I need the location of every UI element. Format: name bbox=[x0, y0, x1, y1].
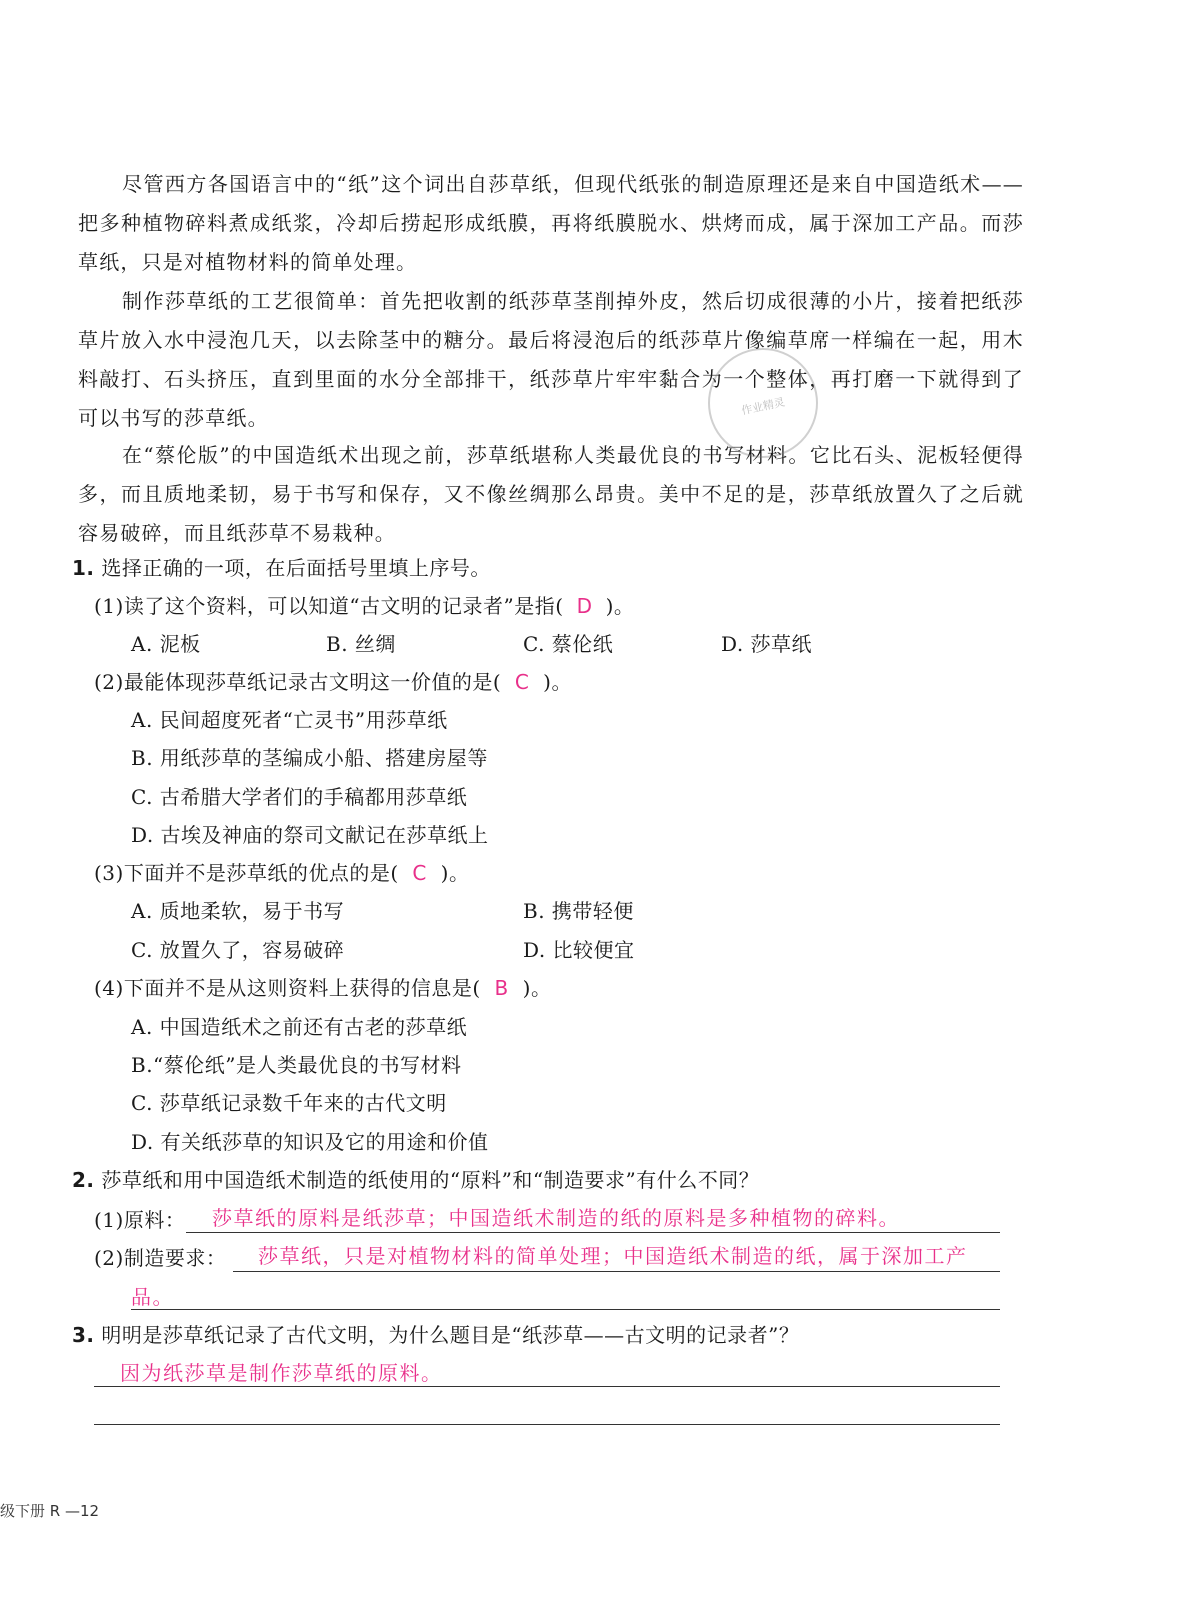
question-1-number: 1. bbox=[72, 556, 95, 580]
option-3b: B. 携带轻便 bbox=[523, 899, 634, 923]
sub-4-suffix: )。 bbox=[522, 976, 552, 1000]
q3-answer: 因为纸莎草是制作莎草纸的原料。 bbox=[120, 1361, 443, 1385]
sub-1-prefix: (1)读了这个资料，可以知道“古文明的记录者”是指( bbox=[94, 594, 564, 618]
answer-line-3-1 bbox=[94, 1386, 1000, 1387]
passage-paragraph-1: 尽管西方各国语言中的“纸”这个词出自莎草纸，但现代纸张的制造原理还是来自中国造纸术——把多种植物碎料煮成纸浆，冷却后捞起形成纸膜，再将纸膜脱水、烘烤而成，属于深加工产品。而莎草纸，只是对植物材料的简单处理。 bbox=[78, 172, 1024, 274]
answer-line-3-2 bbox=[94, 1424, 1000, 1425]
sub-4-prefix: (4)下面并不是从这则资料上获得的信息是( bbox=[94, 976, 481, 1000]
option-1a: A. 泥板 bbox=[131, 632, 201, 656]
answer-line-2-2 bbox=[233, 1271, 1000, 1272]
q2-label-2: (2)制造要求： bbox=[94, 1246, 227, 1270]
q2-answer-2a: 莎草纸，只是对植物材料的简单处理；中国造纸术制造的纸，属于深加工产 bbox=[258, 1244, 968, 1268]
stamp-text: 作业精灵 bbox=[740, 395, 786, 418]
question-2 bbox=[72, 1165, 759, 1195]
sub-1-answer: D bbox=[576, 594, 593, 618]
sub-3-suffix: )。 bbox=[440, 861, 470, 885]
question-3-number: 3. bbox=[72, 1323, 95, 1347]
question-2-number: 2. bbox=[72, 1168, 95, 1192]
question-1-sub-2 bbox=[94, 667, 572, 697]
question-1-stem: 选择正确的一项，在后面括号里填上序号。 bbox=[101, 556, 491, 580]
option-3d: D. 比较便宜 bbox=[523, 938, 635, 962]
question-3-stem: 明明是莎草纸记录了古代文明，为什么题目是“纸莎草——古文明的记录者”？ bbox=[101, 1323, 800, 1347]
q2-answer-1: 莎草纸的原料是纸莎草；中国造纸术制造的纸的原料是多种植物的碎料。 bbox=[212, 1206, 900, 1230]
option-3a: A. 质地柔软，易于书写 bbox=[131, 899, 345, 923]
q2-label-1: (1)原料： bbox=[94, 1208, 186, 1232]
option-2b: B. 用纸莎草的茎编成小船、搭建房屋等 bbox=[131, 746, 488, 770]
option-2d: D. 古埃及神庙的祭司文献记在莎草纸上 bbox=[131, 823, 489, 847]
option-4c: C. 莎草纸记录数千年来的古代文明 bbox=[131, 1091, 447, 1115]
sub-2-suffix: )。 bbox=[543, 670, 572, 694]
sub-3-answer: C bbox=[412, 861, 427, 885]
passage-paragraph-3: 在“蔡伦版”的中国造纸术出现之前，莎草纸堪称人类最优良的书写材料。它比石头、泥板轻便得多，而且质地柔韧，易于书写和保存，又不像丝绸那么昂贵。美中不足的是，莎草纸放置久了之后就容易破碎，而且纸莎草不易栽种。 bbox=[78, 443, 1024, 545]
sub-3-prefix: (3)下面并不是莎草纸的优点的是( bbox=[94, 861, 399, 885]
question-1-sub-3 bbox=[94, 858, 469, 888]
option-1c: C. 蔡伦纸 bbox=[523, 632, 614, 656]
option-4b: B.“蔡伦纸”是人类最优良的书写材料 bbox=[131, 1053, 462, 1077]
sub-2-answer: C bbox=[514, 670, 530, 694]
sub-4-answer: B bbox=[494, 976, 509, 1000]
passage-paragraph-2: 制作莎草纸的工艺很简单：首先把收割的纸莎草茎削掉外皮，然后切成很薄的小片，接着把纸莎草片放入水中浸泡几天，以去除茎中的糖分。最后将浸泡后的纸莎草片像编草席一样编在一起，用木料敲打、石头挤压，直到里面的水分全部排干，纸莎草片牢牢黏合为一个整体，再打磨一下就得到了可以书写的莎草纸。 bbox=[78, 289, 1024, 430]
option-3c: C. 放置久了，容易破碎 bbox=[131, 938, 345, 962]
question-1-sub-4 bbox=[94, 973, 551, 1003]
question-3 bbox=[72, 1320, 799, 1350]
question-1-sub-1 bbox=[94, 591, 634, 621]
q2-answer-2b: 品。 bbox=[131, 1285, 174, 1309]
option-2a: A. 民间超度死者“亡灵书”用莎草纸 bbox=[131, 708, 448, 732]
answer-line-2-1 bbox=[186, 1232, 1000, 1233]
watermark-stamp bbox=[708, 348, 818, 458]
option-1b: B. 丝绸 bbox=[326, 632, 396, 656]
page-footer: 级下册 R —12 bbox=[0, 1502, 100, 1520]
option-4d: D. 有关纸莎草的知识及它的用途和价值 bbox=[131, 1130, 489, 1154]
sub-2-prefix: (2)最能体现莎草纸记录古文明这一价值的是( bbox=[94, 670, 502, 694]
question-2-stem: 莎草纸和用中国造纸术制造的纸使用的“原料”和“制造要求”有什么不同？ bbox=[101, 1168, 760, 1192]
question-1 bbox=[72, 553, 491, 583]
option-1d: D. 莎草纸 bbox=[721, 632, 813, 656]
option-2c: C. 古希腊大学者们的手稿都用莎草纸 bbox=[131, 785, 468, 809]
answer-line-2-3 bbox=[131, 1309, 1000, 1310]
option-4a: A. 中国造纸术之前还有古老的莎草纸 bbox=[131, 1015, 468, 1039]
sub-1-suffix: )。 bbox=[605, 594, 635, 618]
